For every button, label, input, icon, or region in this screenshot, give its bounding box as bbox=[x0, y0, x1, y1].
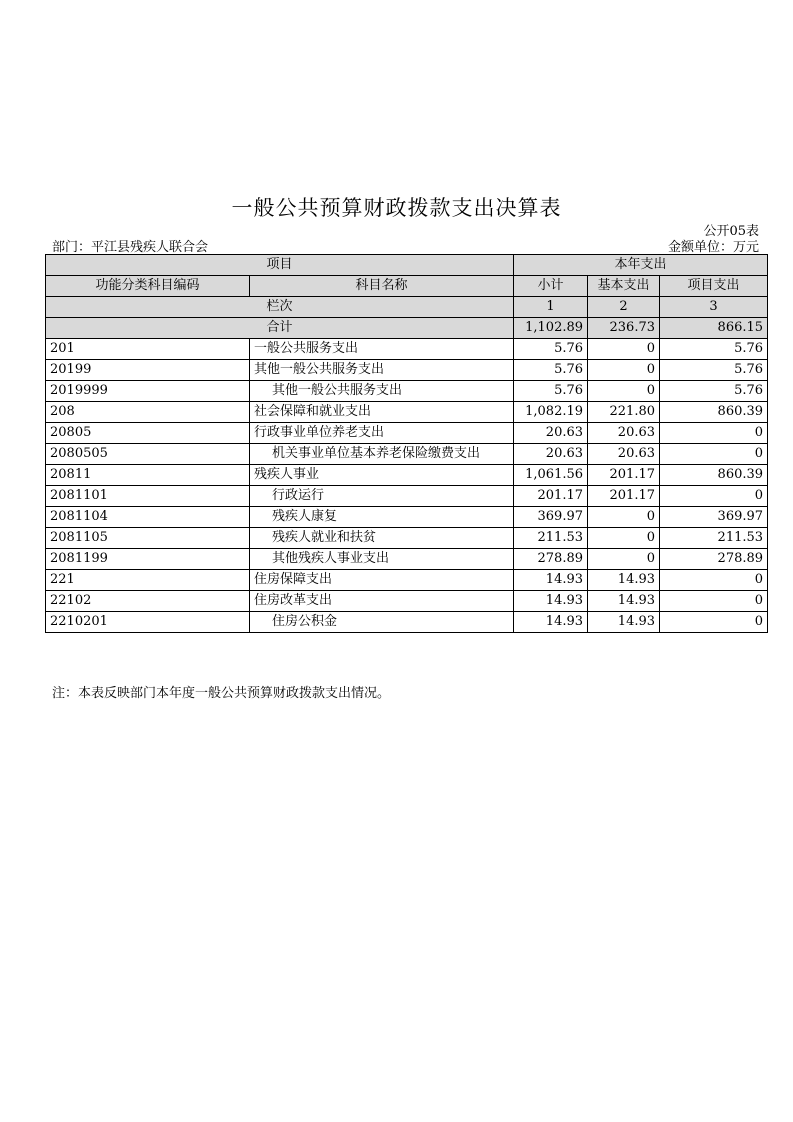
row-project: 5.76 bbox=[660, 381, 768, 402]
row-subtotal: 5.76 bbox=[514, 360, 588, 381]
row-project: 5.76 bbox=[660, 360, 768, 381]
budget-table bbox=[45, 254, 768, 633]
row-code: 20199 bbox=[46, 360, 250, 381]
row-project: 211.53 bbox=[660, 528, 768, 549]
report-title: 一般公共预算财政拨款支出决算表 bbox=[231, 196, 562, 220]
total-row bbox=[46, 318, 768, 339]
row-subtotal: 14.93 bbox=[514, 591, 588, 612]
row-name: 住房公积金 bbox=[250, 612, 514, 633]
header-row-column-order bbox=[46, 297, 768, 318]
row-name: 机关事业单位基本养老保险缴费支出 bbox=[250, 444, 514, 465]
row-project: 369.97 bbox=[660, 507, 768, 528]
table-row bbox=[46, 360, 768, 381]
total-project: 866.15 bbox=[660, 318, 768, 339]
row-basic: 0 bbox=[588, 360, 660, 381]
row-basic: 20.63 bbox=[588, 423, 660, 444]
row-name: 其他一般公共服务支出 bbox=[250, 381, 514, 402]
row-subtotal: 5.76 bbox=[514, 339, 588, 360]
row-code: 2081104 bbox=[46, 507, 250, 528]
row-basic: 221.80 bbox=[588, 402, 660, 423]
row-name: 其他残疾人事业支出 bbox=[250, 549, 514, 570]
total-label: 合计 bbox=[46, 318, 514, 339]
row-project: 0 bbox=[660, 444, 768, 465]
row-name: 残疾人康复 bbox=[250, 507, 514, 528]
total-basic: 236.73 bbox=[588, 318, 660, 339]
department-label: 部门：平江县残疾人联合会 bbox=[52, 240, 209, 255]
row-code: 2210201 bbox=[46, 612, 250, 633]
table-row bbox=[46, 444, 768, 465]
header-code: 功能分类科目编码 bbox=[46, 276, 250, 297]
row-basic: 14.93 bbox=[588, 612, 660, 633]
row-name: 其他一般公共服务支出 bbox=[250, 360, 514, 381]
table-row bbox=[46, 381, 768, 402]
table-row bbox=[46, 465, 768, 486]
row-basic: 0 bbox=[588, 381, 660, 402]
row-subtotal: 211.53 bbox=[514, 528, 588, 549]
table-row bbox=[46, 570, 768, 591]
table-row bbox=[46, 402, 768, 423]
row-subtotal: 14.93 bbox=[514, 570, 588, 591]
row-project: 5.76 bbox=[660, 339, 768, 360]
row-subtotal: 369.97 bbox=[514, 507, 588, 528]
row-code: 221 bbox=[46, 570, 250, 591]
row-code: 2081105 bbox=[46, 528, 250, 549]
header-col2: 2 bbox=[588, 297, 660, 318]
row-project: 0 bbox=[660, 423, 768, 444]
row-project: 0 bbox=[660, 612, 768, 633]
table-row bbox=[46, 339, 768, 360]
row-basic: 0 bbox=[588, 549, 660, 570]
row-subtotal: 278.89 bbox=[514, 549, 588, 570]
row-name: 残疾人就业和扶贫 bbox=[250, 528, 514, 549]
row-basic: 201.17 bbox=[588, 465, 660, 486]
total-subtotal: 1,102.89 bbox=[514, 318, 588, 339]
row-subtotal: 5.76 bbox=[514, 381, 588, 402]
row-subtotal: 14.93 bbox=[514, 612, 588, 633]
header-current-year: 本年支出 bbox=[514, 255, 768, 276]
amount-unit-label: 金额单位：万元 bbox=[667, 240, 759, 255]
table-row bbox=[46, 612, 768, 633]
header-name: 科目名称 bbox=[250, 276, 514, 297]
row-basic: 0 bbox=[588, 339, 660, 360]
header-project-expense: 项目支出 bbox=[660, 276, 768, 297]
header-col3: 3 bbox=[660, 297, 768, 318]
row-subtotal: 1,061.56 bbox=[514, 465, 588, 486]
row-subtotal: 1,082.19 bbox=[514, 402, 588, 423]
row-subtotal: 201.17 bbox=[514, 486, 588, 507]
row-code: 20811 bbox=[46, 465, 250, 486]
table-row bbox=[46, 486, 768, 507]
header-row-columns bbox=[46, 276, 768, 297]
header-project: 项目 bbox=[46, 255, 514, 276]
form-number: 公开05表 bbox=[703, 224, 759, 239]
row-project: 0 bbox=[660, 591, 768, 612]
table-row bbox=[46, 528, 768, 549]
row-code: 2081101 bbox=[46, 486, 250, 507]
row-basic: 0 bbox=[588, 507, 660, 528]
header-row-top bbox=[46, 255, 768, 276]
row-code: 2081199 bbox=[46, 549, 250, 570]
row-basic: 14.93 bbox=[588, 570, 660, 591]
row-name: 行政运行 bbox=[250, 486, 514, 507]
row-code: 2080505 bbox=[46, 444, 250, 465]
table-row bbox=[46, 591, 768, 612]
row-code: 201 bbox=[46, 339, 250, 360]
header-basic: 基本支出 bbox=[588, 276, 660, 297]
row-basic: 14.93 bbox=[588, 591, 660, 612]
row-code: 2019999 bbox=[46, 381, 250, 402]
row-subtotal: 20.63 bbox=[514, 444, 588, 465]
table-row bbox=[46, 549, 768, 570]
row-basic: 201.17 bbox=[588, 486, 660, 507]
row-project: 0 bbox=[660, 486, 768, 507]
table-row bbox=[46, 507, 768, 528]
header-column-order: 栏次 bbox=[46, 297, 514, 318]
header-col1: 1 bbox=[514, 297, 588, 318]
row-name: 一般公共服务支出 bbox=[250, 339, 514, 360]
row-code: 22102 bbox=[46, 591, 250, 612]
header-subtotal: 小计 bbox=[514, 276, 588, 297]
row-project: 860.39 bbox=[660, 402, 768, 423]
row-basic: 20.63 bbox=[588, 444, 660, 465]
row-subtotal: 20.63 bbox=[514, 423, 588, 444]
table-row bbox=[46, 423, 768, 444]
row-code: 20805 bbox=[46, 423, 250, 444]
row-name: 社会保障和就业支出 bbox=[250, 402, 514, 423]
row-project: 278.89 bbox=[660, 549, 768, 570]
row-name: 残疾人事业 bbox=[250, 465, 514, 486]
row-code: 208 bbox=[46, 402, 250, 423]
row-name: 住房改革支出 bbox=[250, 591, 514, 612]
row-name: 住房保障支出 bbox=[250, 570, 514, 591]
row-basic: 0 bbox=[588, 528, 660, 549]
row-project: 860.39 bbox=[660, 465, 768, 486]
row-project: 0 bbox=[660, 570, 768, 591]
footnote: 注：本表反映部门本年度一般公共预算财政拨款支出情况。 bbox=[52, 686, 391, 701]
row-name: 行政事业单位养老支出 bbox=[250, 423, 514, 444]
